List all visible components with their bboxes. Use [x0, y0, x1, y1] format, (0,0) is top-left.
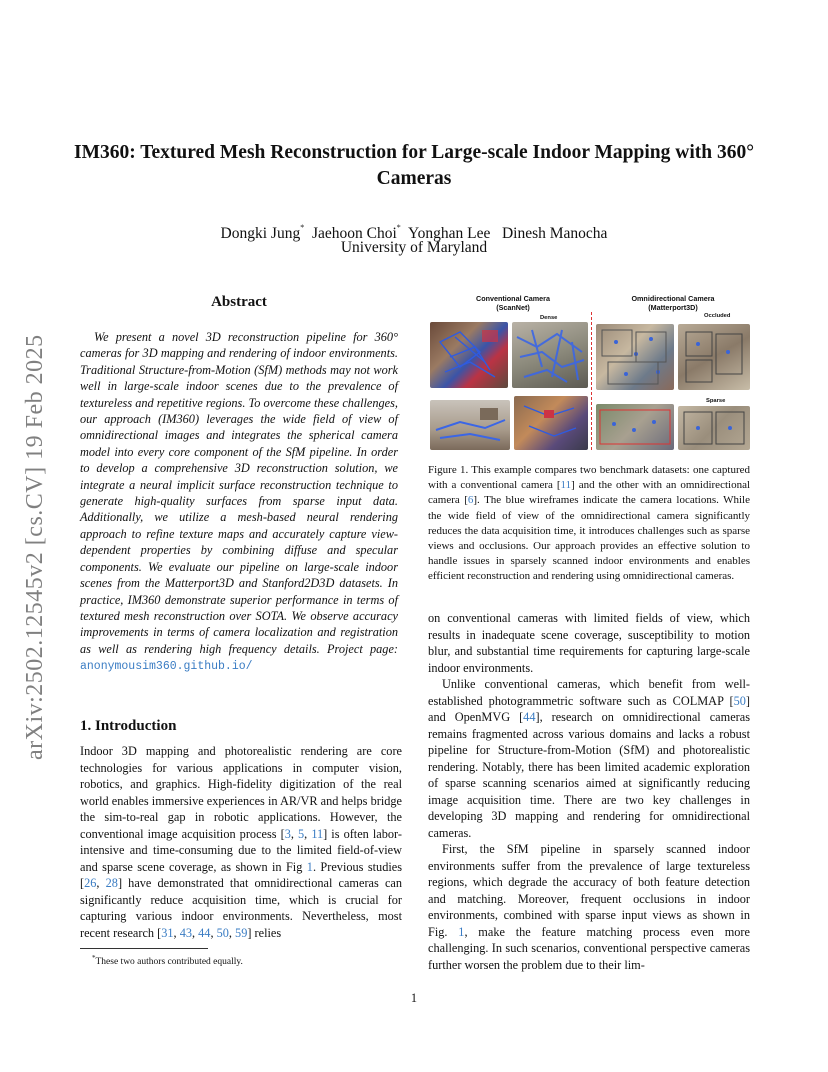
- citation-link[interactable]: 3: [284, 826, 291, 841]
- citation-link[interactable]: 26: [84, 876, 97, 890]
- figure-caption: [428, 463, 750, 585]
- paragraph: [428, 676, 750, 841]
- arxiv-stamp: arXiv:2502.12545v2 [cs.CV] 19 Feb 2025: [22, 334, 48, 760]
- abstract-text: We present a novel 3D reconstruction pipeline for 360° cameras for 3D mapping and rendering of indoor environments. Traditional Structure-from-Motion (SfM) methods may not work well in large-scale indoor scenes due to the prevalence of textureless and repetitive regions. To overcome these challenges, our approach (IM360) leverages the wide field of view of omnidirectional images and integrates the spherical camera model into every core component of the SfM pipeline. In order to develop a comprehensive 3D reconstruction solution, we integrate a neural implicit surface reconstruction technique to generate high-quality surfaces from sparse input data. Additionally, we utilize a mesh-based neural rendering approach to refine texture maps and accurately capture view-dependent properties by combining diffuse and specular components. We evaluate our pipeline on large-scale indoor scenes from the Matterport3D and Stanford2D3D datasets. In practice, IM360 demonstrate superior performance in terms of textured mesh reconstruction over SOTA. We observe accuracy improvements in terms of camera localization and registration as well as rendering high frequency details. Project page:: [80, 330, 398, 656]
- intro-text: ] have demonstrated that omnidirectional cameras can significantly reduce acquisition time, which is crucial for capturing various indoor environments. Nevertheless, most recent research [: [80, 876, 403, 940]
- author-name: Dongki Jung: [220, 225, 301, 242]
- affiliation: University of Maryland: [340, 239, 488, 256]
- intro-text: Indoor 3D mapping and photorealistic rendering are core technologies for various applications in computer vision, robotics, and graphics. High-fidelity digitization of the real world enables immersive experiences in AR/VR and helps bridge the sim-to-real gap in robotic applications. However, the conventional image acquisition process [: [80, 744, 402, 841]
- footnote: [92, 952, 243, 968]
- citation-link[interactable]: 31: [161, 925, 174, 940]
- citation-link[interactable]: 11: [560, 479, 572, 492]
- figure-tag-sparse: Sparse: [706, 398, 726, 404]
- abstract-heading: Abstract: [211, 294, 267, 310]
- citation-link[interactable]: 28: [105, 876, 118, 890]
- paragraph-text: ] and OpenMVG [: [428, 693, 750, 724]
- figure-left-subtitle: (ScanNet): [496, 303, 530, 312]
- intro-paragraph: Indoor 3D mapping and photorealistic rendering are core technologies for various applications in computer vision, robotics, and graphics. High-fidelity digitization of the real world enables immersive experiences in AR/VR and helps bridge the sim-to-real gap in robotic applications. However, the conventional image acquisition process [3, 5, 11] is often labor-intensive and time-consuming due to the limited field-of-view and sparse scene coverage, as shown in Fig 1. Previous studies [26, 28] have demonstrated that omnidirectional cameras can significantly reduce acquisition time, which is crucial for capturing various indoor environments. Nevertheless, most recent research [31, 43, 44, 50, 59] relies: [80, 744, 403, 940]
- scannet-dense-camera-image: [512, 322, 588, 388]
- paragraph-text: Unlike conventional cameras, which benefit from well-established photogrammetric software such as COLMAP [: [428, 677, 750, 708]
- matterport-building-image: [596, 404, 674, 450]
- citation-link[interactable]: 44: [523, 710, 536, 724]
- right-column: [428, 610, 750, 973]
- author-mark: *: [396, 223, 401, 232]
- figure-tag-dense: Dense: [540, 315, 558, 321]
- scannet-scene-image: [430, 322, 508, 388]
- scannet-topdown-image: [514, 396, 588, 450]
- figure-ref-link[interactable]: 1: [306, 859, 313, 874]
- citation-link[interactable]: 6: [467, 494, 474, 507]
- caption-text: ]. The blue wireframes indicate the camera locations. While the wide field of view of the omnidirectional camera significantly reduces the data acquisition time, it introduces challenges such as sparse views and occlusions. Our approach provides an effective solution to handle issues in sparsely scanned indoor environments and enables efficient reconstruction and rendering using omnidirectional cameras.: [428, 494, 750, 583]
- paper-title: IM360: Textured Mesh Reconstruction for Large-scale Indoor Mapping with 360° Cameras: [74, 142, 754, 189]
- figure-ref-link[interactable]: 1: [458, 924, 465, 939]
- citation-link[interactable]: 5: [298, 826, 305, 841]
- caption-text: ] and the other with an omnidirectional camera [: [428, 479, 751, 507]
- citation-link[interactable]: 50: [216, 925, 229, 940]
- author-name: Jaehoon Choi: [311, 225, 397, 242]
- paragraph: on conventional cameras with limited fields of view, which results in inadequate scene coverage, susceptibility to motion blur, and substantial time requirements for capturing large-scale indoor environments.: [428, 611, 750, 675]
- section-heading-introduction: 1. Introduction: [80, 718, 177, 734]
- figure-divider: [591, 312, 592, 450]
- citation-link[interactable]: 11: [311, 826, 324, 841]
- paragraph-text: , make the feature matching process even more challenging. In such scenarios, conventional perspective cameras further worsen the problem due to their lim-: [428, 924, 750, 972]
- footnote-mark: *: [92, 954, 96, 962]
- abstract-body: [80, 329, 398, 676]
- citation-link[interactable]: 43: [179, 925, 192, 940]
- author-name: Dinesh Manocha: [501, 225, 608, 242]
- scannet-room-image: [430, 400, 510, 450]
- project-link[interactable]: anonymousim360.github.io/: [80, 660, 253, 674]
- paragraph: [428, 841, 750, 973]
- author-mark: *: [300, 223, 305, 232]
- figure-right-title-text: Omnidirectional Camera: [631, 294, 715, 303]
- intro-text: . Previous studies [: [80, 859, 403, 890]
- paragraph-text: First, the SfM pipeline in sparsely scanned indoor environments suffer from the prevalence of large textureless regions, which degrade the accuracy of both feature detection and matching. Moreover, frequent occlusions in indoor environments, combined with sparse input views as shown in Fig.: [428, 842, 750, 939]
- figure-left-title-text: Conventional Camera: [476, 294, 550, 303]
- figure-right-title: [598, 294, 748, 312]
- matterport-occluded-image: [678, 324, 750, 390]
- footnote-text: These two authors contributed equally.: [95, 957, 243, 968]
- paragraph-text: ], research on omnidirectional cameras remains fragmented across various domains and lacks a robust pipeline for Structure-from-Motion (SfM) and photorealistic rendering. Notably, there has been limited academic exploration of sparse scanning scenarios aimed at significantly reducing image acquisition time. There are two key challenges in developing 3D mapping and rendering for omnidirectional cameras.: [428, 710, 750, 840]
- author-name: Yonghan Lee: [407, 225, 491, 242]
- intro-text: ] is often labor-intensive and time-consuming due to the limited field-of-view and sparse scene coverage, as shown in Fig: [80, 826, 402, 874]
- citation-link[interactable]: 59: [235, 925, 248, 940]
- page-number: 1: [410, 991, 418, 1005]
- matterport-sparse-image: [678, 406, 750, 450]
- matterport-floorplan-image: [596, 324, 674, 390]
- figure-left-title: [438, 294, 588, 312]
- citation-link[interactable]: 44: [198, 925, 211, 940]
- citation-link[interactable]: 50: [733, 693, 746, 708]
- intro-text: ] relies: [247, 925, 282, 940]
- figure-1: [428, 292, 752, 454]
- figure-tag-occluded: Occluded: [704, 313, 731, 319]
- caption-text: Figure 1. This example compares two benchmark datasets: one captured with a conventional camera [: [428, 464, 750, 492]
- figure-right-subtitle: (Matterport3D): [648, 303, 698, 312]
- footnote-rule: [80, 948, 208, 949]
